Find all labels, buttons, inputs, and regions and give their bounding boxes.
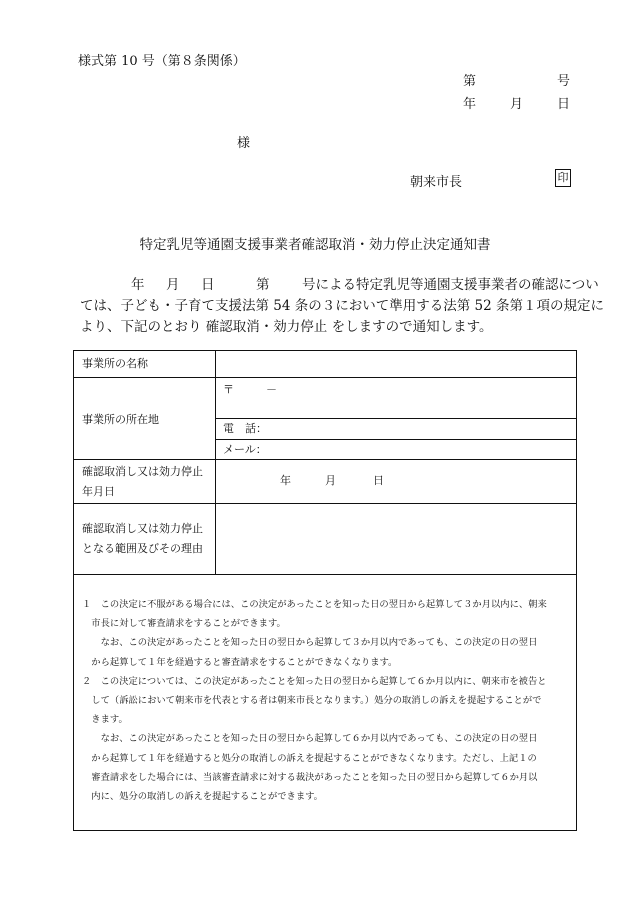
note-line: 審査請求をした場合には、当該審査請求に対する裁決があったことを知った日の翌日から起算して６か月以	[82, 771, 538, 783]
body-date-month: 月	[166, 277, 180, 293]
phone-label: 電 話：	[223, 422, 267, 435]
issue-number-suffix: 号	[557, 74, 571, 89]
facility-name-field[interactable]	[223, 354, 573, 374]
reason-label: 確認取消し又は効力停止	[82, 522, 203, 535]
note-line: 市長に対して審査請求をすることができます。	[82, 618, 286, 630]
body-line-1: 号による特定乳児等通園支援事業者の確認につい	[302, 277, 599, 293]
table-divider	[74, 377, 576, 378]
note-line: １ この決定に不服がある場合には、この決定があったことを知った日の翌日から起算して３か月以内に、朝来	[82, 599, 547, 610]
table-divider	[74, 574, 576, 575]
table-divider	[215, 439, 576, 440]
note-line: から起算して１年を経過すると処分の取消しの訴えを提起することができなくなります。ただし、上記１の	[82, 752, 537, 764]
reason-field[interactable]	[223, 511, 573, 567]
issue-month-label: 月	[510, 97, 524, 112]
body-date-year: 年	[131, 277, 145, 293]
issue-day-label: 日	[557, 97, 571, 112]
body-date-day: 日	[201, 277, 215, 293]
seal-mark: 印	[555, 169, 571, 187]
body-line-3: より、下記のとおり 確認取消・効力停止 をしますので通知します。	[80, 319, 493, 335]
note-line: なお、この決定があったことを知った日の翌日から起算して３か月以内であっても、この決定の日の翌日	[82, 637, 538, 649]
effective-date-label: 確認取消し又は効力停止	[82, 465, 203, 478]
note-line: 内に、処分の取消しの訴えを提起することができます。	[82, 791, 323, 803]
issuer-name: 朝来市長	[410, 175, 463, 190]
body-line-2: ては、子ども・子育て支援法第 54 条の３において準用する法第 52 条第１項の規定に	[80, 298, 605, 314]
issue-number-prefix: 第	[463, 74, 477, 89]
effective-date-label-2: 年月日	[82, 485, 115, 498]
effective-date-month: 月	[325, 474, 336, 487]
postal-dash: －	[266, 383, 277, 396]
note-line: きます。	[82, 714, 128, 726]
note-line: なお、この決定があったことを知った日の翌日から起算して６か月以内であっても、この決定の日の翌日	[82, 733, 538, 745]
body-number-prefix: 第	[256, 277, 270, 293]
email-label: メール：	[223, 443, 267, 456]
reason-label-2: となる範囲及びその理由	[82, 542, 203, 555]
form-number: 様式第 10 号（第８条関係）	[78, 54, 246, 69]
facility-name-label: 事業所の名称	[82, 357, 148, 370]
table-divider	[215, 418, 576, 419]
document-title: 特定乳児等通園支援事業者確認取消・効力停止決定通知書	[139, 237, 491, 253]
table-divider	[74, 503, 576, 504]
notice-notes	[82, 595, 547, 806]
note-line: ２ この決定については、この決定があったことを知った日の翌日から起算して６か月以内に、朝来市を被告と	[82, 675, 547, 687]
effective-date-year: 年	[280, 474, 291, 487]
note-line: して（訴訟において朝来市を代表とする者は朝来市長となります。）処分の取消しの訴えを提起することがで	[82, 695, 542, 707]
facility-address-label: 事業所の所在地	[82, 413, 159, 426]
note-line: から起算して１年を経過すると審査請求をすることができなくなります。	[82, 656, 398, 668]
details-table	[73, 350, 577, 831]
table-divider	[74, 459, 576, 460]
effective-date-day: 日	[373, 474, 384, 487]
postal-mark: 〒	[223, 383, 234, 396]
addressee-suffix: 様	[237, 136, 251, 151]
issue-year-label: 年	[463, 97, 477, 112]
table-column-divider	[215, 351, 216, 574]
